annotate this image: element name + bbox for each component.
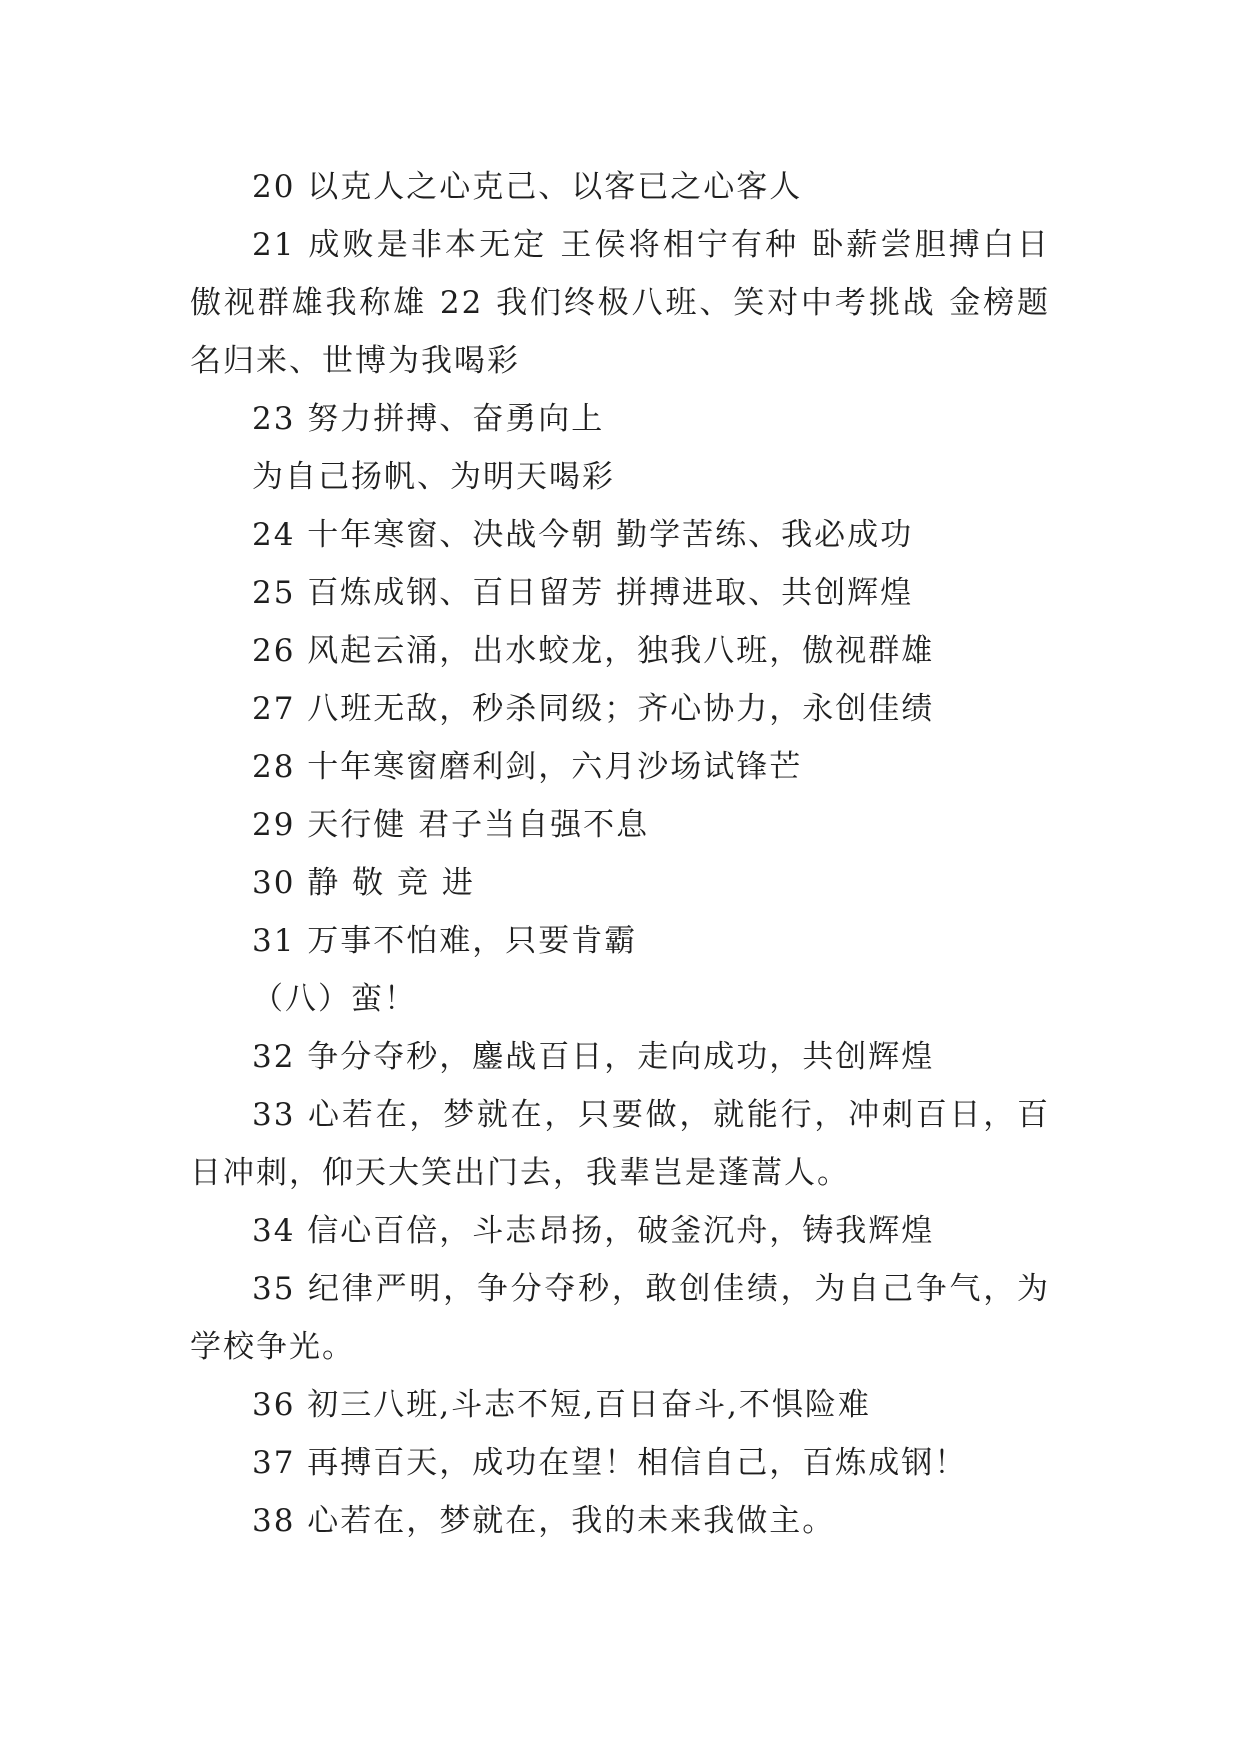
paragraph-21-22: 21 成败是非本无定 王侯将相宁有种 卧薪尝胆搏白日傲视群雄我称雄 22 我们终极八班、笑对中考挑战 金榜题名归来、世博为我喝彩 (190, 227, 1050, 379)
paragraph-37: 37 再搏百天，成功在望！相信自己，百炼成钢！ (252, 1445, 968, 1481)
paragraph-23: 23 努力拼搏、奋勇向上 (252, 401, 605, 437)
document-body (190, 158, 1050, 1550)
paragraph-35: 35 纪律严明，争分夺秒，敢创佳绩，为自己争气，为学校争光。 (190, 1271, 1050, 1365)
paragraph-32: 32 争分夺秒，鏖战百日，走向成功，共创辉煌 (252, 1039, 935, 1075)
paragraph-34: 34 信心百倍，斗志昂扬，破釜沉舟，铸我辉煌 (252, 1213, 935, 1249)
paragraph-25: 25 百炼成钢、百日留芳 拼搏进取、共创辉煌 (252, 575, 914, 611)
paragraph-29: 29 天行健 君子当自强不息 (252, 807, 650, 843)
paragraph-36: 36 初三八班,斗志不短,百日奋斗,不惧险难 (252, 1387, 871, 1423)
paragraph-24: 24 十年寒窗、决战今朝 勤学苦练、我必成功 (252, 517, 914, 553)
paragraph-26: 26 风起云涌，出水蛟龙，独我八班，傲视群雄 (252, 633, 935, 669)
paragraph-30: 30 静 敬 竞 进 (252, 865, 475, 901)
paragraph-28: 28 十年寒窗磨利剑，六月沙场试锋芒 (252, 749, 803, 785)
paragraph-20: 20 以克人之心克己、以客已之心客人 (252, 169, 803, 205)
paragraph-31-continued: （八）蛮！ (252, 981, 417, 1017)
paragraph-27: 27 八班无敌，秒杀同级；齐心协力，永创佳绩 (252, 691, 935, 727)
paragraph-31: 31 万事不怕难，只要肯霸 (252, 923, 638, 959)
paragraph-38: 38 心若在，梦就在，我的未来我做主。 (252, 1503, 836, 1539)
paragraph-23-continued: 为自己扬帆、为明天喝彩 (252, 459, 615, 495)
paragraph-33: 33 心若在，梦就在，只要做，就能行，冲刺百日，百日冲刺，仰天大笑出门去，我辈岂是蓬蒿人。 (190, 1097, 1050, 1191)
